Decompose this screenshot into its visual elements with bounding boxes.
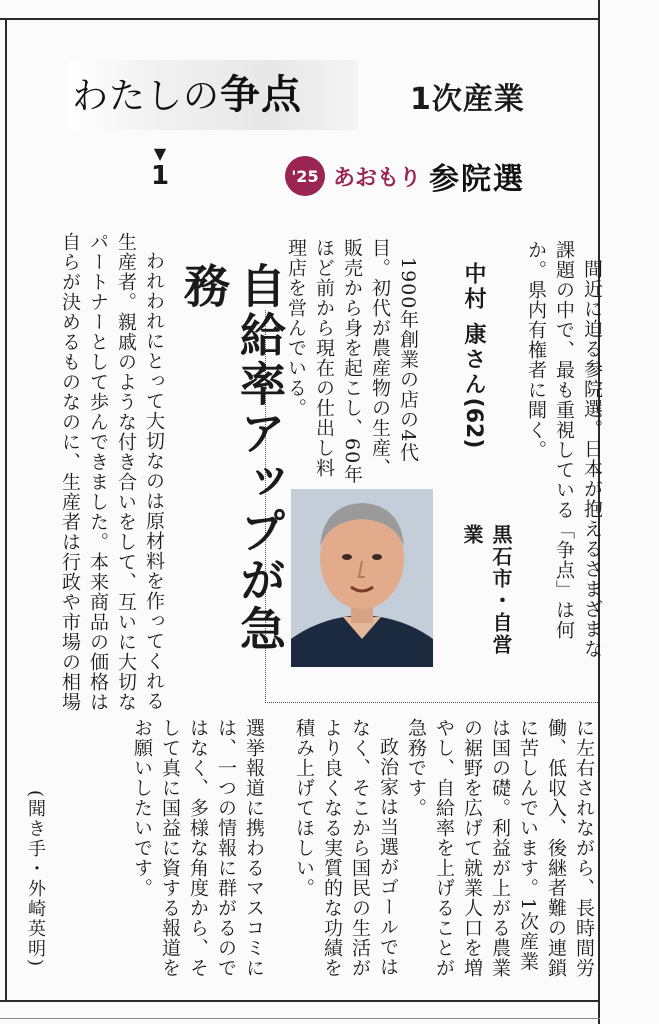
interviewer-credit: (聞き手・外崎英明) (25, 790, 46, 969)
sector-label: 1次産業 (410, 82, 525, 117)
body-continued: に左右されながら、長時間労働、低収入、後継者難の連鎖に苦しんでいます。1次産業は国の礎。利益が上がる農業の裾野を広げて就業人口を増やし、自給率を上げることが急務です。 (405, 718, 595, 978)
bottom-rule (0, 1000, 600, 1002)
series-part-number (140, 146, 180, 190)
lower-rule (0, 1018, 600, 1019)
left-rule (5, 18, 7, 1002)
interviewee-name-text: 中村 康さん (461, 262, 486, 398)
interviewee-name (458, 262, 489, 472)
year-badge: '25 (285, 156, 325, 196)
article-headline: 自給率アップが急務 (177, 262, 287, 654)
portrait-illustration (291, 489, 433, 667)
top-rule (0, 18, 600, 20)
interviewee-age: (62) (461, 397, 486, 449)
series-title (68, 60, 358, 130)
election-name: 参院選 (429, 162, 526, 197)
body-politics: 政治家は当選がゴールではなく、そこから国民の生活がより良くなる実質的な功績を積み上げてほしい。 (293, 718, 399, 978)
body-paragraph-a: われわれにとって大切なのは原材料を作ってくれる生産者。親戚のような付き合いをして、互いに大切なパートナーとして歩んできました。本来商品の価格は自らが決めるものなのに、生産者は行政や市場の相場 (59, 232, 165, 712)
election-badge (285, 154, 525, 198)
body-paragraph-d: 選挙報道に携わるマスコミには、一つの情報に群がるのではなく、多様な角度から、そして真に国益に資する報道をお願いしたいです。 (131, 718, 265, 978)
series-title-highlight: 争点 (220, 71, 303, 118)
part-number-value: 1 (150, 161, 170, 191)
portrait-photo (291, 489, 433, 667)
series-title-main: わたしの (72, 76, 221, 117)
body-paragraph-c (270, 718, 598, 988)
interviewee-title: 黒石市・自営業 (460, 524, 513, 656)
lead-paragraph: 間近に迫る参院選。日本が抱えるさまざまな課題の中で、最も重視している「争点」は何か。県内有権者に聞く。 (525, 240, 603, 659)
interviewee-profile: 1900年創業の店の4代目。初代が農産物の生産、販売から身を起こし、60年ほど前から現在の仕出し料理店を営んでいる。 (285, 238, 419, 485)
triangle-down-icon: ▼ (153, 144, 167, 163)
prefecture-label: あおもり (333, 165, 422, 191)
